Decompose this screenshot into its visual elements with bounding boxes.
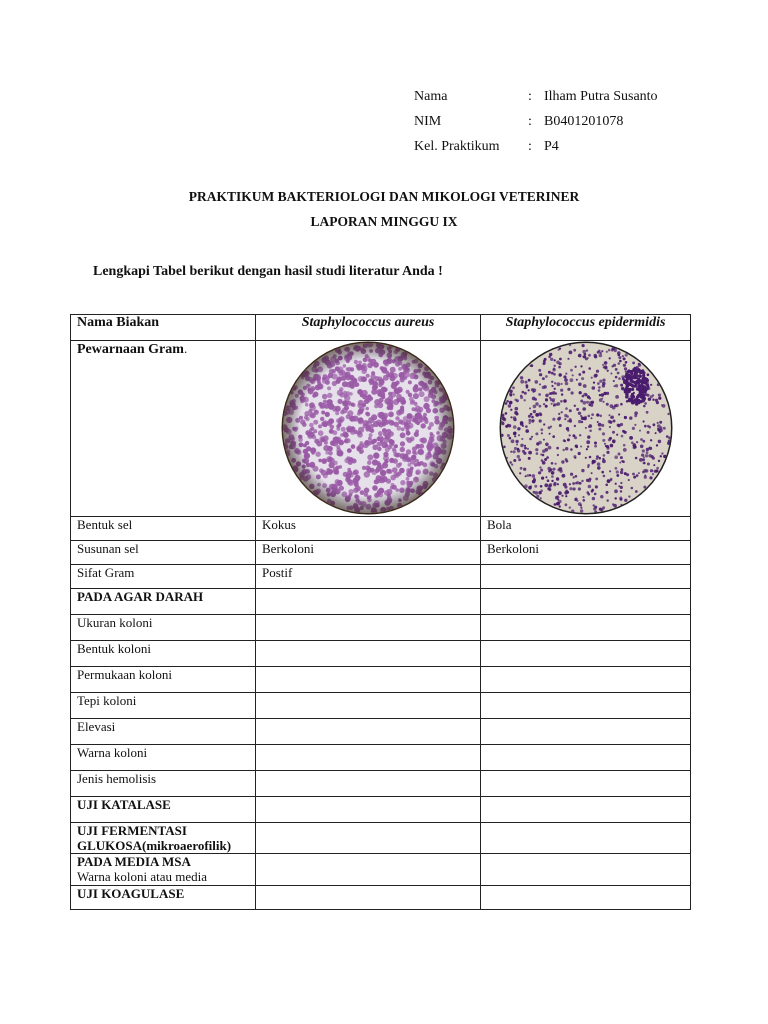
row-label-cell	[71, 615, 256, 641]
table-row	[71, 541, 691, 565]
table-header-row	[71, 315, 691, 341]
row-label: Jenis hemolisis	[77, 771, 157, 786]
row-value-aureus	[256, 771, 481, 797]
info-label: Kel. Praktikum	[414, 139, 500, 154]
row-label: PADA AGAR DARAH	[77, 589, 204, 604]
info-label: NIM	[414, 114, 442, 129]
row-label-cell	[71, 797, 256, 823]
epidermidis-image-cell	[481, 341, 691, 517]
row-value-aureus	[256, 854, 481, 886]
row-label: Tepi koloni	[77, 693, 137, 708]
row-value-epidermidis	[481, 854, 691, 886]
info-value: P4	[544, 139, 559, 154]
row-label-cell	[71, 667, 256, 693]
table-row	[71, 823, 691, 854]
row-value-epidermidis	[481, 745, 691, 771]
row-label-cell	[71, 745, 256, 771]
row-label-cell	[71, 854, 256, 886]
report-table	[70, 314, 691, 910]
row-label: Bentuk koloni	[77, 641, 152, 656]
aureus-image-cell	[256, 341, 481, 517]
table-row	[71, 745, 691, 771]
table-row	[71, 854, 691, 886]
row-value-aureus	[256, 797, 481, 823]
table-row	[71, 797, 691, 823]
row-label: Ukuran koloni	[77, 615, 153, 630]
row-value-aureus	[256, 589, 481, 615]
row-value-epidermidis	[481, 641, 691, 667]
row-value-aureus: Berkoloni	[256, 541, 481, 565]
row-label-cell	[71, 886, 256, 910]
table-row	[71, 886, 691, 910]
document-title: PRAKTIKUM BAKTERIOLOGI DAN MIKOLOGI VETERINER	[188, 189, 580, 204]
row-label-cell	[71, 565, 256, 589]
table-row	[71, 641, 691, 667]
row-value-epidermidis	[481, 797, 691, 823]
row-value-epidermidis	[481, 693, 691, 719]
info-colon: :	[528, 114, 532, 129]
row-label-cell	[71, 641, 256, 667]
row-value-aureus	[256, 886, 481, 910]
row-value-aureus	[256, 693, 481, 719]
table-row	[71, 615, 691, 641]
row-label-cell	[71, 693, 256, 719]
row-value-epidermidis: Berkoloni	[481, 541, 691, 565]
row-label: UJI KOAGULASE	[77, 886, 185, 901]
row-label: Elevasi	[77, 719, 116, 734]
header-epidermidis: Staphylococcus epidermidis	[481, 315, 691, 341]
gram-label-suffix: .	[183, 341, 188, 356]
row-value-epidermidis	[481, 667, 691, 693]
row-value-epidermidis	[481, 823, 691, 854]
gram-label: Pewarnaan Gram	[77, 342, 184, 357]
gram-stain-row	[71, 341, 691, 517]
row-value-epidermidis	[481, 719, 691, 745]
row-value-aureus	[256, 823, 481, 854]
row-value-epidermidis	[481, 886, 691, 910]
table-row	[71, 565, 691, 589]
row-value-aureus: Postif	[256, 565, 481, 589]
document-subtitle: LAPORAN MINGGU IX	[310, 214, 458, 229]
row-label: Susunan sel	[77, 541, 139, 556]
row-label-cell	[71, 541, 256, 565]
row-label: Bentuk sel	[77, 517, 133, 532]
table-row	[71, 517, 691, 541]
row-value-epidermidis	[481, 565, 691, 589]
row-label-cell	[71, 589, 256, 615]
row-label-cell	[71, 823, 256, 854]
instruction-text: Lengkapi Tabel berikut dengan hasil studi literatur Anda !	[93, 264, 443, 279]
row-label: UJI KATALASE	[77, 797, 171, 812]
table-row	[71, 589, 691, 615]
table-row	[71, 719, 691, 745]
row-label: Permukaan koloni	[77, 667, 172, 682]
header-nama-biakan: Nama Biakan	[71, 315, 256, 341]
aureus-microscope-image	[273, 341, 463, 515]
epidermidis-microscope-image	[491, 341, 681, 515]
row-value-aureus	[256, 615, 481, 641]
row-value-epidermidis	[481, 771, 691, 797]
table-row	[71, 693, 691, 719]
row-label: Sifat Gram	[77, 565, 135, 580]
table-row	[71, 771, 691, 797]
row-sublabel: Warna koloni atau media	[77, 869, 207, 884]
header-aureus: Staphylococcus aureus	[256, 315, 481, 341]
gram-label-cell	[71, 341, 256, 517]
row-label: UJI FERMENTASI GLUKOSA(mikroaerofilik)	[77, 823, 232, 853]
row-value-aureus: Kokus	[256, 517, 481, 541]
row-label: Warna koloni	[77, 745, 148, 760]
info-colon: :	[528, 139, 532, 154]
table-row	[71, 667, 691, 693]
row-value-epidermidis	[481, 589, 691, 615]
row-label: PADA MEDIA MSA	[77, 854, 191, 869]
row-value-epidermidis	[481, 615, 691, 641]
info-value: Ilham Putra Susanto	[544, 89, 658, 104]
row-value-aureus	[256, 667, 481, 693]
row-value-aureus	[256, 745, 481, 771]
row-value-epidermidis: Bola	[481, 517, 691, 541]
row-label-cell	[71, 719, 256, 745]
row-value-aureus	[256, 719, 481, 745]
row-value-aureus	[256, 641, 481, 667]
row-label-cell	[71, 517, 256, 541]
info-value: B0401201078	[544, 114, 624, 129]
row-label-cell	[71, 771, 256, 797]
info-label: Nama	[414, 89, 448, 104]
info-colon: :	[528, 89, 532, 104]
